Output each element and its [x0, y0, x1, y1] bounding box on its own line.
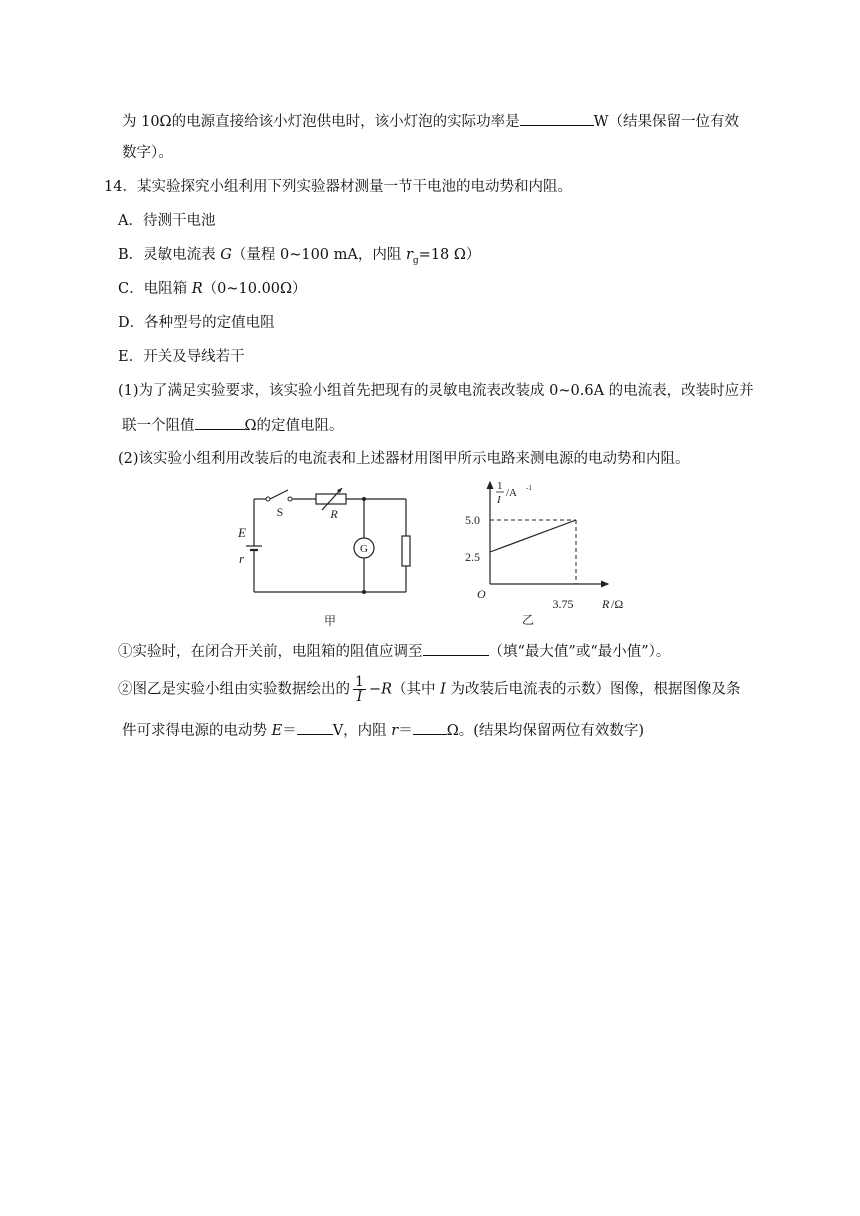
equals-e: ＝ [282, 723, 297, 739]
x-label-r: R [602, 597, 610, 611]
y-label-unit-superscript: -1 [526, 484, 532, 492]
junction-top [362, 497, 366, 501]
option-c-text: C．电阻箱 [118, 281, 192, 297]
resistance-box [316, 494, 346, 504]
option-a: A．待测干电池 [118, 213, 216, 229]
part-1-text-b: Ω的定值电阻。 [244, 418, 344, 434]
switch-contact-left [266, 497, 270, 501]
label-r-box: R [330, 507, 338, 521]
x-label-unit: /Ω [611, 597, 624, 611]
y-label-unit: /A [506, 487, 517, 499]
fraction-numerator: 1 [355, 674, 364, 690]
answer-blank-resistance[interactable] [195, 414, 245, 430]
sub-3-text-e: Ω。(结果均保留两位有效数字) [446, 723, 645, 739]
answer-blank-emf[interactable] [297, 719, 333, 735]
switch-arm [270, 490, 288, 499]
sub-1-line [118, 640, 670, 662]
sub-2-line [118, 675, 740, 704]
answer-blank-power[interactable] [520, 110, 594, 126]
option-c-symbol-r: R [191, 281, 203, 297]
y-label-numerator: 1 [497, 480, 503, 492]
fixed-resistor [402, 536, 410, 566]
answer-blank-initial-resistance[interactable] [423, 640, 489, 656]
equals-r: ＝ [398, 723, 413, 739]
option-b-symbol-g: G [220, 247, 232, 263]
circuit-diagram-jia [230, 480, 420, 630]
option-d: D．各种型号的定值电阻 [118, 315, 275, 331]
option-b-symbol-r: r [405, 247, 413, 263]
symbol-i: I [440, 681, 446, 698]
option-c [118, 279, 307, 299]
label-r-internal: r [239, 551, 245, 566]
sub-3-line [122, 719, 644, 741]
prev-text-a: 为 10Ω的电源直接给该小灯泡供电时，该小灯泡的实际功率是 [122, 114, 520, 130]
symbol-e: E [271, 723, 283, 739]
fraction-1-over-i [353, 675, 366, 704]
label-s: S [276, 505, 284, 519]
sub-2-text-d: 为改装后电流表的示数）图像，根据图像及条 [445, 681, 741, 698]
option-b [118, 245, 480, 271]
caption-jia: 甲 [323, 614, 337, 628]
y-tick-5: 5.0 [465, 513, 480, 527]
answer-blank-internal-resistance[interactable] [413, 719, 447, 735]
part-1-text-a: 联一个阻值 [122, 418, 195, 434]
sub-1-text-b: （填“最大值”或“最小值”）。 [488, 644, 671, 660]
option-c-range: （0~10.00Ω） [202, 281, 307, 297]
prev-line-2: 数字）。 [122, 145, 173, 161]
label-g: G [360, 543, 368, 555]
part-1-line-2 [122, 414, 344, 436]
option-b-text: B．灵敏电流表 [118, 247, 221, 263]
data-line [490, 520, 576, 552]
part-2-line: (2)该实验小组利用改装后的电流表和上述器材用图甲所示电路来测电源的电动势和内阻。 [118, 451, 690, 467]
origin-label: O [477, 587, 486, 601]
option-b-subscript: g [412, 255, 419, 266]
label-e: E [238, 525, 246, 540]
prev-text-b: W（结果保留一位有效 [593, 114, 739, 130]
question-14-stem: 14．某实验探究小组利用下列实验器材测量一节干电池的电动势和内阻。 [104, 179, 572, 195]
sub-2-text-c: （其中 [392, 681, 441, 698]
minus-sign: − [368, 681, 382, 698]
y-label-denominator: I [497, 494, 501, 506]
sub-1-text-a: ①实验时，在闭合开关前，电阻箱的阻值应调至 [118, 644, 423, 660]
prev-line-1 [122, 110, 739, 132]
junction-bottom [362, 590, 366, 594]
graph-yi [460, 478, 640, 628]
option-b-range: （量程 0~100 mA，内阻 [231, 247, 406, 263]
symbol-r: R [381, 681, 392, 698]
switch-contact-right [288, 497, 292, 501]
caption-yi: 乙 [521, 613, 535, 627]
part-1-line-1: (1)为了满足实验要求，该实验小组首先把现有的灵敏电流表改装成 0~0.6A 的电流表，改装时应并 [118, 383, 754, 399]
option-e: E．开关及导线若干 [118, 349, 245, 365]
sub-3-text-a: 件可求得电源的电动势 [122, 723, 272, 739]
sub-2-text-a: ②图乙是实验小组由实验数据绘出的 [118, 681, 350, 698]
x-tick-3-75: 3.75 [552, 597, 574, 611]
sub-3-text-c: V，内阻 [332, 723, 392, 739]
y-tick-2-5: 2.5 [465, 550, 480, 564]
symbol-r-internal: r [391, 723, 399, 739]
fraction-denominator: I [356, 689, 363, 705]
option-b-value: =18 Ω） [418, 247, 481, 263]
